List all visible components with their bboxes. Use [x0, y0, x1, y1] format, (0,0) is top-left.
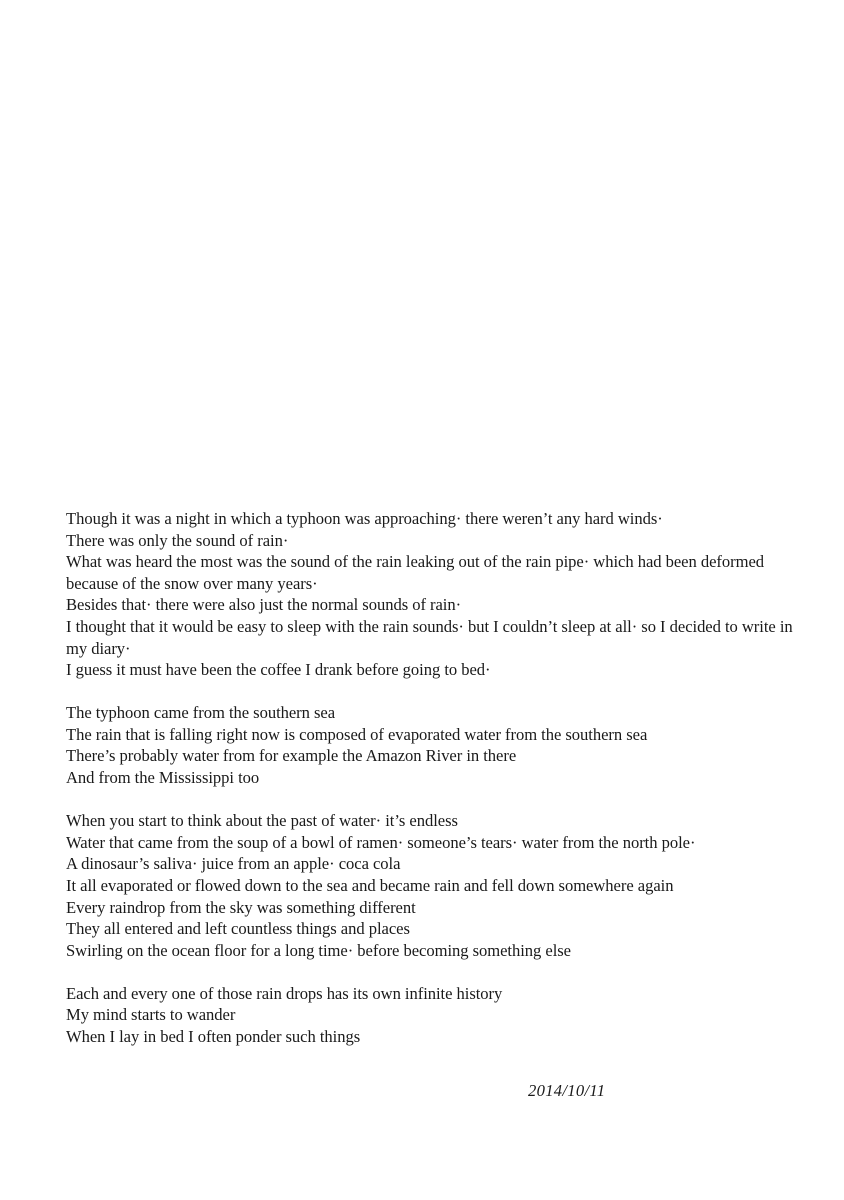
text-line: The rain that is falling right now is composed of evaporated water from the southern sea — [66, 724, 648, 744]
text-line: When I lay in bed I often ponder such things — [66, 1026, 361, 1046]
text-line: It all evaporated or flowed down to the sea and became rain and fell down somewhere again — [66, 875, 674, 895]
text-line: Water that came from the soup of a bowl of ramen· someone’s tears· water from the north pole· — [66, 832, 696, 852]
text-line: A dinosaur’s saliva· juice from an apple· coca cola — [66, 854, 401, 874]
text-line: I thought that it would be easy to sleep with the rain sounds· but I couldn’t sleep at all· so I decided to write in my diary· — [66, 616, 793, 658]
text-line: When you start to think about the past of water· it’s endless — [66, 811, 458, 831]
text-line: Though it was a night in which a typhoon was approaching· there weren’t any hard winds· — [66, 509, 663, 528]
text-line: My mind starts to wander — [66, 1005, 236, 1025]
text-line: Every raindrop from the sky was something different — [66, 897, 416, 917]
text-line: Besides that· there were also just the normal sounds of rain· — [66, 595, 462, 615]
text-line: And from the Mississippi too — [66, 768, 260, 788]
text-line: Swirling on the ocean floor for a long time· before becoming something else — [66, 940, 571, 960]
text-line: I guess it must have been the coffee I drank before going to bed· — [66, 660, 491, 680]
text-line: Each and every one of those rain drops has its own infinite history — [66, 983, 503, 1003]
text-line: The typhoon came from the southern sea — [66, 703, 336, 723]
paragraph-2 — [66, 702, 806, 788]
text-line: There’s probably water from for example the Amazon River in there — [66, 746, 517, 766]
paragraph-4 — [66, 983, 806, 1048]
diary-body — [66, 508, 806, 1069]
text-line: They all entered and left countless things and places — [66, 919, 410, 939]
text-line: What was heard the most was the sound of the rain leaking out of the rain pipe· which had been deformed because of the snow over many years· — [66, 552, 765, 593]
paragraph-3 — [66, 810, 806, 961]
text-line: There was only the sound of rain· — [66, 530, 289, 550]
paragraph-1 — [66, 508, 806, 681]
diary-date: 2014/10/11 — [528, 1081, 606, 1100]
